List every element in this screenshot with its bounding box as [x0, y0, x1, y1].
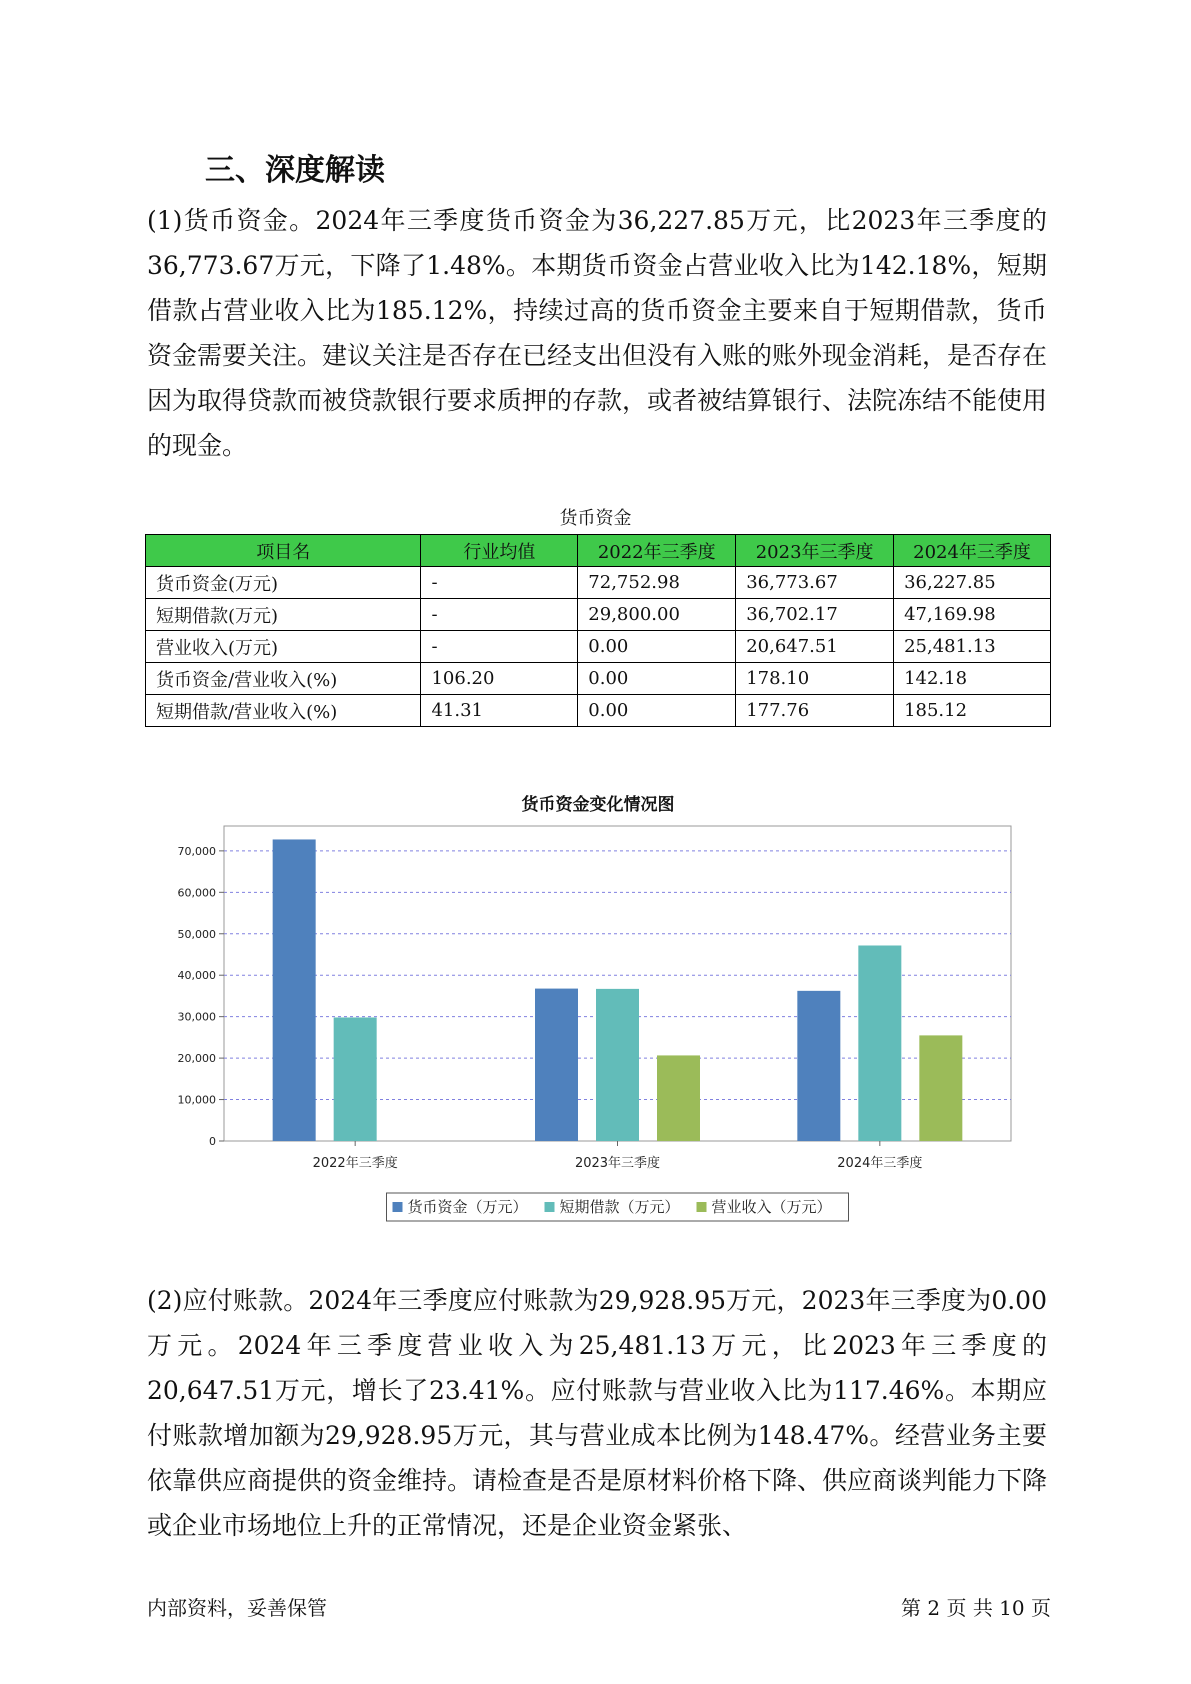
- table-cell: -: [421, 631, 578, 663]
- bar: [334, 1017, 377, 1141]
- table-cell: 货币资金(万元): [146, 567, 421, 599]
- y-tick-label: 20,000: [177, 1052, 216, 1066]
- table-caption: 货币资金: [559, 508, 632, 529]
- bar: [919, 1035, 962, 1141]
- legend-label: 货币资金（万元）: [407, 1198, 528, 1216]
- table-cell: 185.12: [894, 695, 1051, 727]
- table-cell: 货币资金/营业收入(%): [146, 663, 421, 695]
- y-tick-label: 10,000: [177, 1093, 216, 1107]
- bar: [657, 1055, 700, 1141]
- table-cell: 29,800.00: [578, 599, 736, 631]
- header-cell: 2023年三季度: [736, 535, 894, 567]
- legend-swatch: [545, 1202, 555, 1212]
- table-row: [146, 599, 1051, 631]
- table-cell: 36,702.17: [736, 599, 894, 631]
- footer-page-number: 第 2 页 共 10 页: [901, 1596, 1051, 1620]
- table-cell: 72,752.98: [578, 567, 736, 599]
- chart-svg: [145, 790, 1051, 1240]
- bar: [596, 989, 639, 1141]
- chart: [145, 790, 1051, 1240]
- bar: [535, 989, 578, 1141]
- table-cell: 142.18: [894, 663, 1051, 695]
- table-cell: 短期借款(万元): [146, 599, 421, 631]
- header-cell: 2022年三季度: [578, 535, 736, 567]
- table-cell: 177.76: [736, 695, 894, 727]
- x-tick-label: 2023年三季度: [574, 1156, 661, 1171]
- table-row: [146, 663, 1051, 695]
- table-cell: 47,169.98: [894, 599, 1051, 631]
- chart-title: 货币资金变化情况图: [521, 795, 675, 815]
- paragraph-payables: (2)应付账款。2024年三季度应付账款为29,928.95万元，2023年三季度为0.00万元。2024年三季度营业收入为25,481.13万元，比2023年三季度的20,647.51万元，增长了23.41%。应付账款与营业收入比为117.46%。本期应付账款增加额为29,928.95万元，其与营业成本比例为148.47%。经营业务主要依靠供应商提供的资金维持。请检查是否是原材料价格下降、供应商谈判能力下降或企业市场地位上升的正常情况，还是企业资金紧张、: [147, 1286, 1048, 1540]
- table-cell: 20,647.51: [736, 631, 894, 663]
- x-tick-label: 2022年三季度: [312, 1156, 398, 1171]
- bar: [273, 839, 316, 1141]
- table-cell: 106.20: [421, 663, 578, 695]
- table-cell: 0.00: [578, 663, 736, 695]
- legend-swatch: [393, 1202, 403, 1212]
- header-cell: 项目名: [146, 535, 421, 567]
- table-cell: -: [421, 599, 578, 631]
- table-cell: 41.31: [421, 695, 578, 727]
- table-row: [146, 695, 1051, 727]
- table-cell: 短期借款/营业收入(%): [146, 695, 421, 727]
- x-tick-label: 2024年三季度: [837, 1156, 923, 1171]
- table-cell: 0.00: [578, 695, 736, 727]
- table-header-row: [146, 535, 1051, 567]
- header-cell: 2024年三季度: [894, 535, 1051, 567]
- table-cell: 营业收入(万元): [146, 631, 421, 663]
- y-tick-label: 60,000: [177, 886, 216, 900]
- table-cell: 36,227.85: [894, 567, 1051, 599]
- table-cell: -: [421, 567, 578, 599]
- legend-label: 短期借款（万元）: [559, 1198, 680, 1216]
- y-tick-label: 0: [209, 1135, 216, 1148]
- table-row: [146, 631, 1051, 663]
- section-title: 三、深度解读: [205, 153, 385, 188]
- bar: [858, 945, 901, 1141]
- footer-confidential: 内部资料，妥善保管: [147, 1596, 327, 1620]
- y-tick-label: 30,000: [177, 1010, 216, 1024]
- y-tick-label: 50,000: [177, 927, 216, 941]
- y-tick-label: 40,000: [177, 969, 216, 983]
- table-cell: 25,481.13: [894, 631, 1051, 663]
- cash-table: [145, 534, 1051, 727]
- table-cell: 178.10: [736, 663, 894, 695]
- legend-swatch: [697, 1202, 707, 1212]
- bar: [797, 991, 840, 1141]
- table-cell: 36,773.67: [736, 567, 894, 599]
- y-tick-label: 70,000: [177, 844, 216, 858]
- table-cell: 0.00: [578, 631, 736, 663]
- header-cell: 行业均值: [421, 535, 578, 567]
- legend-label: 营业收入（万元）: [711, 1198, 832, 1216]
- paragraph-cash: (1)货币资金。2024年三季度货币资金为36,227.85万元，比2023年三季度的36,773.67万元，下降了1.48%。本期货币资金占营业收入比为142.18%，短期借款占营业收入比为185.12%，持续过高的货币资金主要来自于短期借款，货币资金需要关注。建议关注是否存在已经支出但没有入账的账外现金消耗，是否存在因为取得贷款而被贷款银行要求质押的存款，或者被结算银行、法院冻结不能使用的现金。: [147, 206, 1048, 460]
- table-row: [146, 567, 1051, 599]
